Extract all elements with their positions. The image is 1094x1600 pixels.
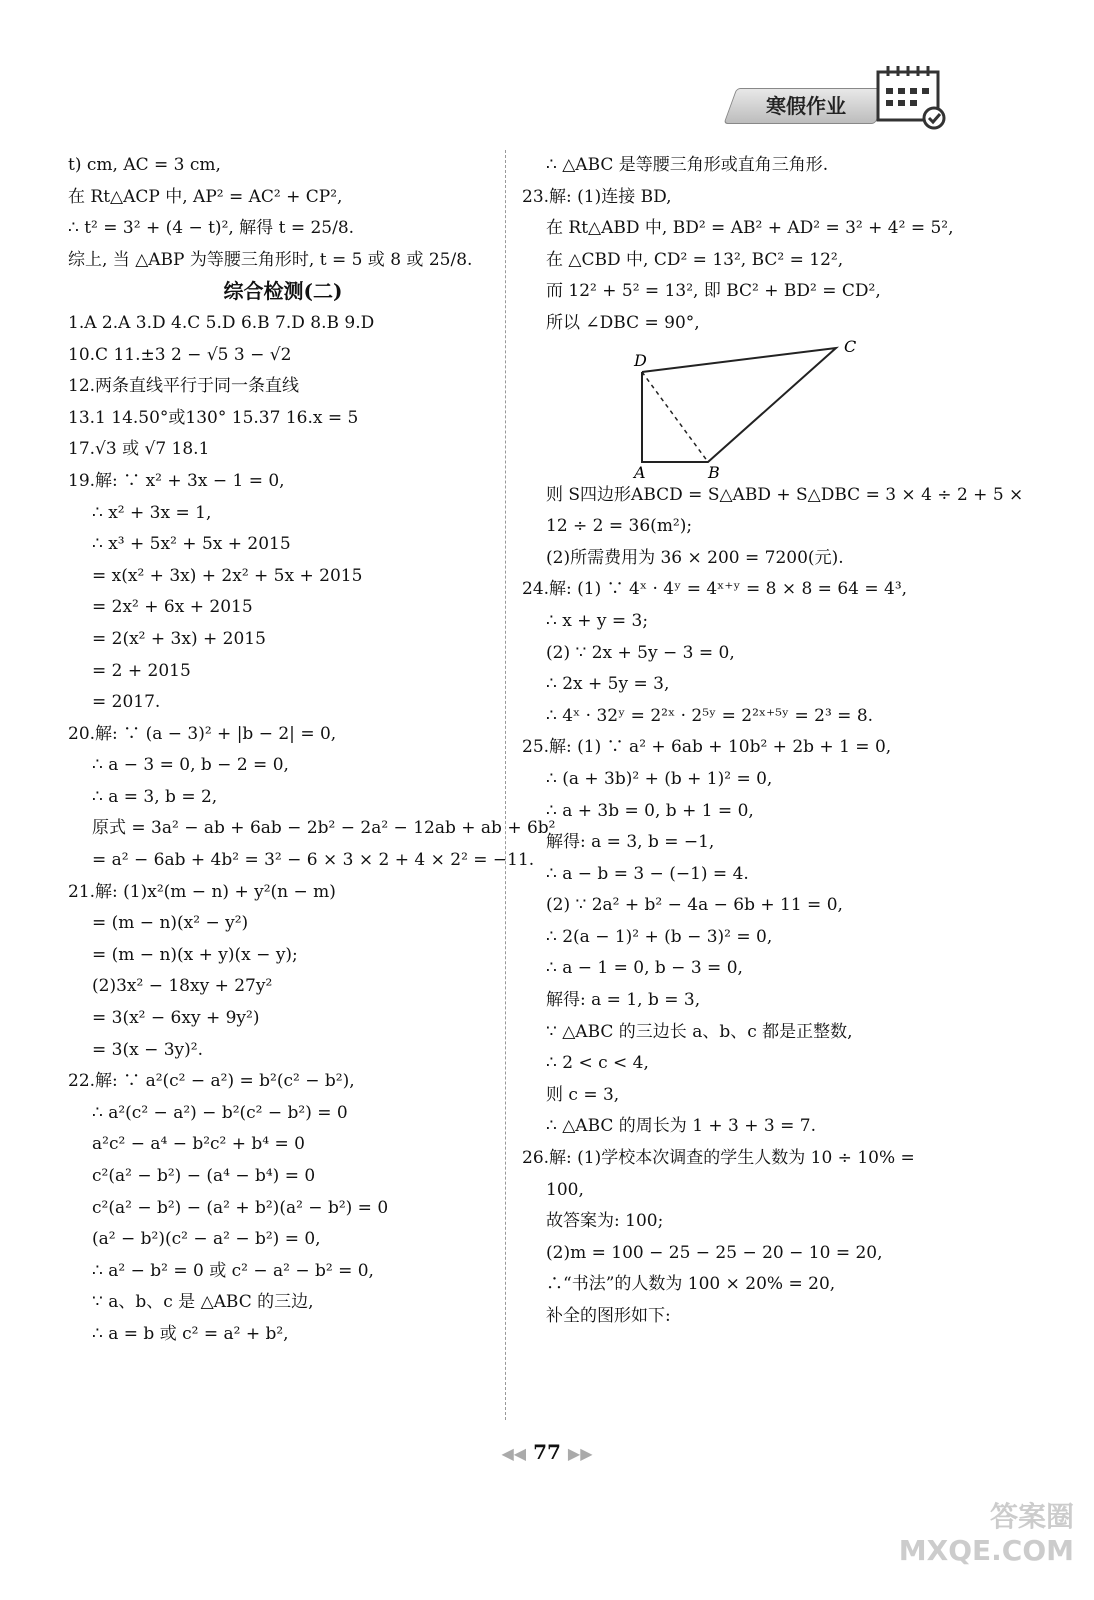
header-label: 寒假作业	[766, 94, 846, 118]
text-line: ∴ a − b = 3 − (−1) = 4.	[546, 863, 749, 884]
page-header	[730, 62, 960, 132]
text-line: ∴ a − 3 = 0, b − 2 = 0,	[92, 755, 289, 776]
watermark	[899, 1500, 1074, 1568]
text-line: ∵ △ABC 的三边长 a、b、c 都是正整数,	[546, 1021, 853, 1042]
text-line: ∴ a = 3, b = 2,	[92, 786, 218, 807]
text-line: 而 12² + 5² = 13², 即 BC² + BD² = CD²,	[546, 281, 881, 302]
text-line: = 2 + 2015	[92, 660, 191, 681]
text-line: 10.C 11.±3 2 − √5 3 − √2	[68, 344, 292, 365]
watermark-line1: 答案圈	[989, 1500, 1074, 1533]
text-line: (a² − b²)(c² − a² − b²) = 0,	[92, 1229, 321, 1250]
text-line: 在 Rt△ACP 中, AP² = AC² + CP²,	[68, 186, 343, 207]
calendar-check-icon	[874, 62, 948, 130]
text-line: a²c² − a⁴ − b²c² + b⁴ = 0	[92, 1134, 305, 1155]
right-bottom-block	[522, 480, 1024, 1333]
text-line: 22.解: ∵ a²(c² − a²) = b²(c² − b²),	[68, 1071, 355, 1092]
text-line: ∴ 2(a − 1)² + (b − 3)² = 0,	[546, 926, 773, 947]
text-line: 解得: a = 1, b = 3,	[546, 990, 701, 1011]
text-line: ∴ △ABC 是等腰三角形或直角三角形.	[546, 155, 829, 175]
text-line: = 2x² + 6x + 2015	[92, 597, 253, 618]
text-line: = 3(x − 3y)².	[92, 1039, 204, 1060]
text-line: 21.解: (1)x²(m − n) + y²(n − m)	[68, 881, 336, 902]
text-line: 100,	[546, 1179, 584, 1200]
text-line: ∴“书法”的人数为 100 × 20% = 20,	[546, 1274, 836, 1295]
page-footer	[0, 1440, 1094, 1464]
text-line: (2) ∵ 2x + 5y − 3 = 0,	[546, 642, 735, 663]
text-line: 12.两条直线平行于同一条直线	[68, 376, 300, 397]
column-divider	[505, 150, 506, 1420]
next-arrow-icon: ▶▶	[567, 1444, 593, 1463]
text-line: 故答案为: 100;	[546, 1211, 664, 1232]
text-line: 23.解: (1)连接 BD,	[522, 186, 672, 207]
text-line: = 2017.	[92, 692, 161, 713]
text-line: 在 Rt△ABD 中, BD² = AB² + AD² = 3² + 4² = 5²,	[546, 218, 954, 239]
text-line: ∴ x³ + 5x² + 5x + 2015	[92, 534, 291, 555]
text-line: ∴ 2 < c < 4,	[546, 1053, 649, 1074]
text-line: c²(a² − b²) − (a⁴ − b⁴) = 0	[92, 1166, 316, 1186]
text-line: 17.√3 或 √7 18.1	[68, 439, 210, 460]
text-line: ∴ x + y = 3;	[546, 610, 649, 631]
text-line: ∴ a² − b² = 0 或 c² − a² − b² = 0,	[92, 1260, 374, 1281]
text-line: 综上, 当 △ABP 为等腰三角形时, t = 5 或 8 或 25/8.	[68, 249, 473, 270]
text-line: (2)m = 100 − 25 − 25 − 20 − 10 = 20,	[546, 1242, 883, 1263]
label-c: C	[844, 336, 857, 356]
text-line: ∴ a = b 或 c² = a² + b²,	[92, 1323, 289, 1344]
text-line: 1.A 2.A 3.D 4.C 5.D 6.B 7.D 8.B 9.D	[68, 312, 375, 333]
quadrilateral-figure	[522, 336, 962, 482]
text-line: 则 S四边形ABCD = S△ABD + S△DBC = 3 × 4 ÷ 2 + 5 ×	[546, 484, 1024, 505]
left-column	[68, 150, 556, 1351]
text-line: = (m − n)(x + y)(x − y);	[92, 944, 298, 965]
text-line: 13.1 14.50°或130° 15.37 16.x = 5	[68, 407, 359, 428]
text-line: c²(a² − b²) − (a² + b²)(a² − b²) = 0	[92, 1197, 389, 1218]
text-line: 25.解: (1) ∵ a² + 6ab + 10b² + 2b + 1 = 0,	[522, 737, 892, 758]
watermark-line2: MXQE.COM	[898, 1534, 1074, 1567]
text-line: ∴ a²(c² − a²) − b²(c² − b²) = 0	[92, 1102, 348, 1123]
text-line: ∴ △ABC 的周长为 1 + 3 + 3 = 7.	[546, 1116, 817, 1137]
text-line: ∴ 4ˣ · 32ʸ = 2²ˣ · 2⁵ʸ = 2²ˣ⁺⁵ʸ = 2³ = 8.	[546, 705, 874, 726]
quadrilateral-diagram	[612, 336, 857, 482]
text-line: 12 ÷ 2 = 36(m²);	[546, 516, 693, 537]
text-line: t) cm, AC = 3 cm,	[68, 155, 221, 175]
text-line: 24.解: (1) ∵ 4ˣ · 4ʸ = 4ˣ⁺ʸ = 8 × 8 = 64 = 4³,	[522, 579, 908, 600]
section-title: 综合检测(二)	[223, 279, 343, 304]
text-line: ∵ a、b、c 是 △ABC 的三边,	[92, 1292, 314, 1313]
text-line: = (m − n)(x² − y²)	[92, 913, 249, 934]
text-line: 19.解: ∵ x² + 3x − 1 = 0,	[68, 470, 285, 491]
text-line: (2)所需费用为 36 × 200 = 7200(元).	[546, 547, 844, 568]
text-line: = a² − 6ab + 4b² = 3² − 6 × 3 × 2 + 4 × 2² = −11.	[92, 850, 535, 871]
text-line: 所以 ∠DBC = 90°,	[546, 312, 700, 333]
right-column	[522, 150, 1024, 1333]
text-line: = 3(x² − 6xy + 9y²)	[92, 1008, 260, 1029]
text-line: 则 c = 3,	[546, 1084, 620, 1105]
prev-arrow-icon: ◀◀	[501, 1444, 527, 1463]
text-line: = 2(x² + 3x) + 2015	[92, 628, 266, 649]
text-line: ∴ (a + 3b)² + (b + 1)² = 0,	[546, 768, 773, 789]
page-number: 77	[533, 1440, 561, 1464]
text-line: ∴ x² + 3x = 1,	[92, 502, 212, 523]
text-line: (2)3x² − 18xy + 27y²	[92, 976, 273, 997]
text-line: 原式 = 3a² − ab + 6ab − 2b² − 2a² − 12ab + ab + 6b²	[92, 818, 556, 839]
label-a: A	[634, 462, 646, 482]
right-top-block	[522, 150, 962, 340]
text-line: ∴ t² = 3² + (4 − t)², 解得 t = 25/8.	[68, 218, 355, 239]
text-line: ∴ a − 1 = 0, b − 3 = 0,	[546, 958, 743, 979]
label-b: B	[708, 462, 720, 482]
text-line: 补全的图形如下:	[546, 1306, 671, 1326]
text-line: 解得: a = 3, b = −1,	[546, 832, 715, 853]
text-line: ∴ a + 3b = 0, b + 1 = 0,	[546, 800, 754, 821]
label-d: D	[634, 350, 647, 370]
header-tag	[723, 88, 888, 124]
text-line: ∴ 2x + 5y = 3,	[546, 674, 670, 695]
text-line: (2) ∵ 2a² + b² − 4a − 6b + 11 = 0,	[546, 895, 843, 916]
text-line: 26.解: (1)学校本次调查的学生人数为 10 ÷ 10% =	[522, 1148, 915, 1169]
text-line: 在 △CBD 中, CD² = 13², BC² = 12²,	[546, 249, 844, 270]
text-line: 20.解: ∵ (a − 3)² + |b − 2| = 0,	[68, 723, 337, 744]
text-line: = x(x² + 3x) + 2x² + 5x + 2015	[92, 565, 363, 586]
